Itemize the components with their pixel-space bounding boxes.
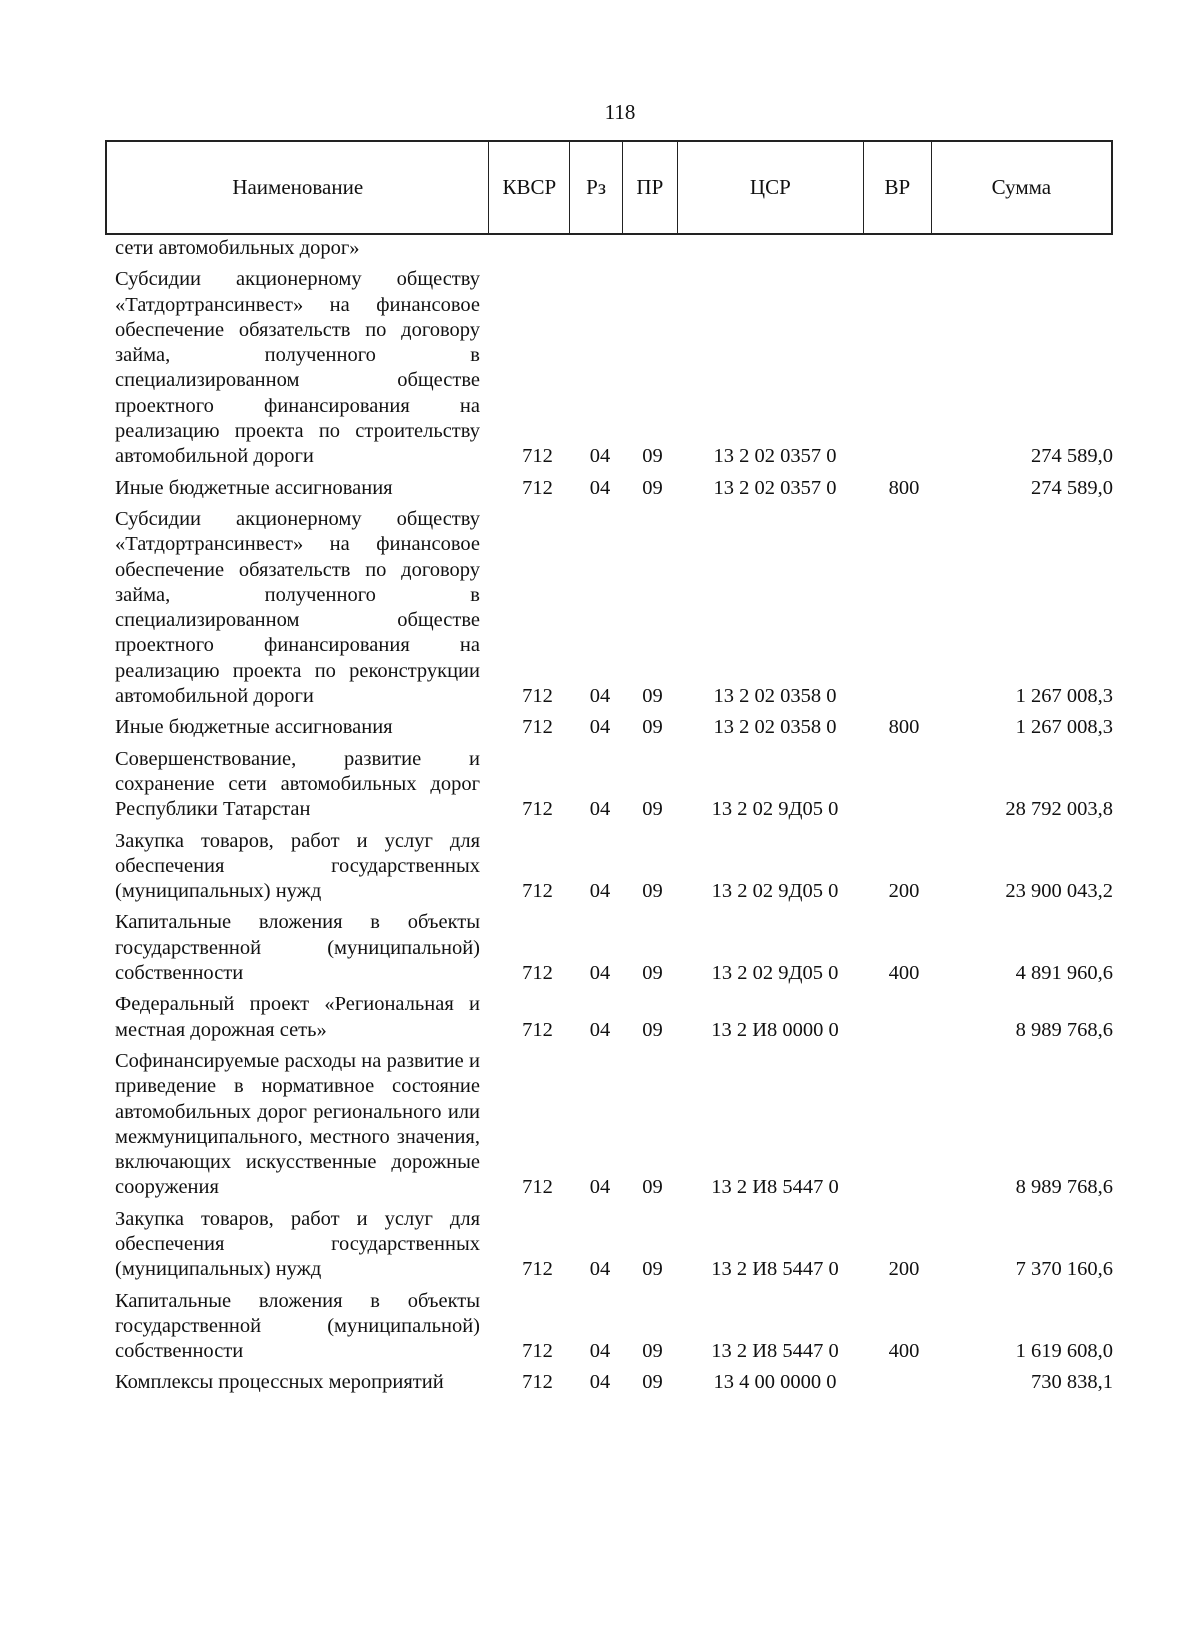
row-sum: 23 900 043,2 <box>1005 880 1113 903</box>
row-vr: 400 <box>888 1340 920 1363</box>
row-rz: 04 <box>589 1018 611 1041</box>
row-kvsr: 712 <box>522 798 553 821</box>
row-rz: 04 <box>589 1340 611 1363</box>
row-kvsr: 712 <box>522 1340 553 1363</box>
row-pr: 09 <box>642 716 663 739</box>
table-row <box>115 476 1115 501</box>
row-pr: 09 <box>642 1340 663 1363</box>
row-csr: 13 2 02 9Д05 0 <box>711 880 839 903</box>
row-pr: 09 <box>642 476 663 499</box>
header-pr: ПР <box>622 142 677 233</box>
row-vr: 200 <box>888 1258 920 1281</box>
table-row <box>115 1049 1115 1201</box>
row-kvsr: 712 <box>522 716 553 739</box>
row-name: Капитальные вложения в объекты государственной (муниципальной) собственности <box>115 1289 480 1363</box>
table-row <box>115 829 1115 905</box>
row-rz: 04 <box>589 1371 611 1394</box>
row-name: Закупка товаров, работ и услуг для обеспечения государственных (муниципальных) нужд <box>115 1207 480 1281</box>
row-vr: 800 <box>888 716 920 739</box>
row-csr: 13 2 И8 5447 0 <box>711 1258 839 1281</box>
row-rz: 04 <box>589 476 611 499</box>
row-csr: 13 2 И8 0000 0 <box>711 1018 839 1041</box>
row-pr: 09 <box>642 445 663 468</box>
row-sum: 274 589,0 <box>1031 476 1113 499</box>
header-csr: ЦСР <box>677 142 863 233</box>
row-sum: 4 891 960,6 <box>1015 962 1113 985</box>
row-sum: 8 989 768,6 <box>1015 1176 1113 1199</box>
row-rz: 04 <box>589 1258 611 1281</box>
row-vr: 200 <box>888 880 920 903</box>
table-row <box>115 1207 1115 1283</box>
row-sum: 8 989 768,6 <box>1015 1018 1113 1041</box>
table-header <box>105 140 1113 235</box>
row-kvsr: 712 <box>522 1018 553 1041</box>
row-name: Закупка товаров, работ и услуг для обеспечения государственных (муниципальных) нужд <box>115 829 480 903</box>
row-rz: 04 <box>589 880 611 903</box>
row-name: Федеральный проект «Региональная и местная дорожная сеть» <box>115 993 480 1041</box>
table-row <box>115 992 1115 1043</box>
table-row <box>115 747 1115 823</box>
row-name: Капитальные вложения в объекты государственной (муниципальной) собственности <box>115 911 480 985</box>
row-csr: 13 2 02 0357 0 <box>713 445 837 468</box>
header-rz: Рз <box>569 142 622 233</box>
row-sum: 274 589,0 <box>1031 445 1113 468</box>
row-rz: 04 <box>589 685 611 708</box>
table-row <box>115 236 1115 261</box>
row-rz: 04 <box>589 1176 611 1199</box>
header-sum: Сумма <box>931 142 1111 233</box>
table-row <box>115 1370 1115 1395</box>
row-csr: 13 4 00 0000 0 <box>713 1371 837 1394</box>
row-pr: 09 <box>642 880 663 903</box>
row-pr: 09 <box>642 962 663 985</box>
row-name: Софинансируемые расходы на развитие и приведение в нормативное состояние автомобильных дорог регионального или межмуниципального, местного значения, включающих искусственные дорожные сооружения <box>115 1049 480 1199</box>
row-csr: 13 2 И8 5447 0 <box>711 1176 839 1199</box>
row-sum: 1 619 608,0 <box>1015 1340 1113 1363</box>
row-rz: 04 <box>589 962 611 985</box>
table-row <box>115 507 1115 709</box>
row-csr: 13 2 02 9Д05 0 <box>711 962 839 985</box>
row-rz: 04 <box>589 445 611 468</box>
page-number: 118 <box>604 100 636 124</box>
row-kvsr: 712 <box>522 1258 553 1281</box>
row-pr: 09 <box>642 798 663 821</box>
row-kvsr: 712 <box>522 476 553 499</box>
row-sum: 730 838,1 <box>1031 1371 1113 1394</box>
row-pr: 09 <box>642 685 663 708</box>
table-row <box>115 267 1115 469</box>
row-csr: 13 2 02 0357 0 <box>713 476 837 499</box>
header-name: Наименование <box>232 175 364 199</box>
table-row <box>115 1289 1115 1365</box>
header-vr: ВР <box>863 142 931 233</box>
row-kvsr: 712 <box>522 1176 553 1199</box>
row-name: Субсидии акционерному обществу «Татдортрансинвест» на финансовое обеспечение обязательств по договору займа, полученного в специализированном обществе проектного финансирования на реализацию проекта по реконструкции автомобильной дороги <box>115 507 480 708</box>
row-rz: 04 <box>589 798 611 821</box>
row-rz: 04 <box>589 716 611 739</box>
row-name: Иные бюджетные ассигнования <box>115 476 393 499</box>
row-name: сети автомобильных дорог» <box>115 237 360 259</box>
row-kvsr: 712 <box>522 880 553 903</box>
row-kvsr: 712 <box>522 445 553 468</box>
row-csr: 13 2 02 0358 0 <box>713 716 837 739</box>
row-kvsr: 712 <box>522 962 553 985</box>
row-name: Субсидии акционерному обществу «Татдортрансинвест» на финансовое обеспечение обязательств по договору займа, полученного в специализированном обществе проектного финансирования на реализацию проекта по строительству автомобильной дороги <box>115 268 480 468</box>
row-vr: 400 <box>888 962 920 985</box>
row-pr: 09 <box>642 1176 663 1199</box>
row-pr: 09 <box>642 1258 663 1281</box>
row-kvsr: 712 <box>522 1371 553 1394</box>
row-pr: 09 <box>642 1018 663 1041</box>
row-pr: 09 <box>642 1371 663 1394</box>
row-sum: 1 267 008,3 <box>1015 716 1113 739</box>
row-vr: 800 <box>888 476 920 499</box>
row-csr: 13 2 02 0358 0 <box>713 685 837 708</box>
table-row <box>115 715 1115 740</box>
table-body <box>115 236 1115 1402</box>
table-row <box>115 910 1115 986</box>
row-name: Совершенствование, развитие и сохранение сети автомобильных дорог Республики Татарстан <box>115 747 480 821</box>
row-sum: 28 792 003,8 <box>1005 798 1113 821</box>
row-sum: 1 267 008,3 <box>1015 685 1113 708</box>
header-kvsr: КВСР <box>488 142 569 233</box>
row-csr: 13 2 И8 5447 0 <box>711 1340 839 1363</box>
row-sum: 7 370 160,6 <box>1015 1258 1113 1281</box>
row-kvsr: 712 <box>522 685 553 708</box>
row-name: Комплексы процессных мероприятий <box>115 1371 444 1394</box>
row-csr: 13 2 02 9Д05 0 <box>711 798 839 821</box>
row-name: Иные бюджетные ассигнования <box>115 716 393 739</box>
